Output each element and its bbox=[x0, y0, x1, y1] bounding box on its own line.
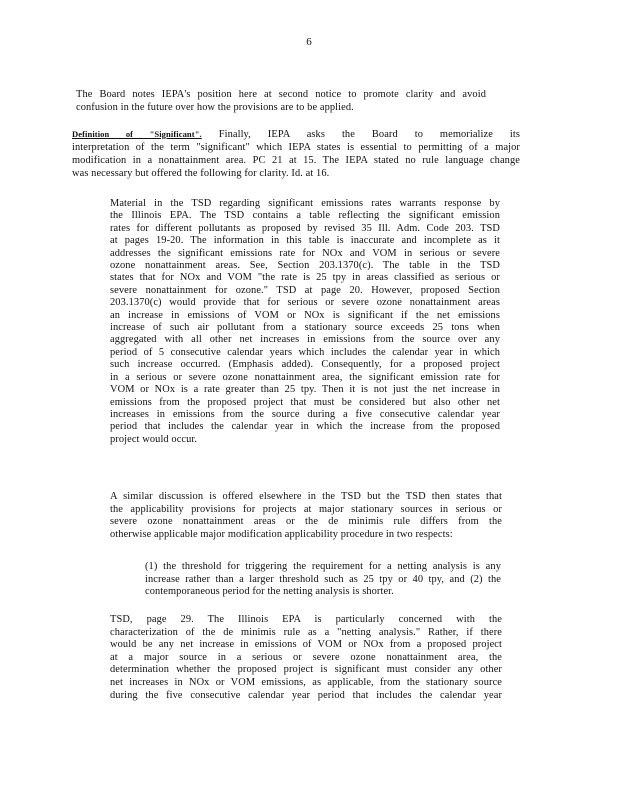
paragraph-definition-significant bbox=[72, 128, 520, 180]
text-line: states that for NOx and VOM "the rate is 25 tpy in areas classified as serious or bbox=[110, 272, 500, 284]
text-line: Material in the TSD regarding significant emissions rates warrants response by bbox=[110, 198, 500, 209]
text-line: aggregated with all other net increases in emissions from the source over any bbox=[110, 334, 500, 346]
text-line: was necessary but offered the following for clarity. Id. at 16. bbox=[72, 168, 330, 179]
text-line: such increase occurred. (Emphasis added). Consequently, for a proposed project bbox=[110, 359, 500, 371]
block-quote-threshold bbox=[145, 561, 501, 599]
text-line: project would occur. bbox=[110, 433, 198, 445]
text-line: addresses the significant emissions rate for NOx and VOM in serious or severe bbox=[110, 247, 500, 259]
paragraph-tsd-page-29 bbox=[110, 614, 502, 702]
text-line: net increases in NOx or VOM emissions, as applicable, from the stationary source bbox=[110, 676, 502, 688]
text-line: during the five consecutive calendar year period that includes the calendar year bbox=[110, 689, 502, 701]
text-line: emissions from the proposed project that must be considered but also other net bbox=[110, 396, 500, 408]
text-line: determination whether the proposed project is significant must consider any other bbox=[110, 664, 502, 676]
text-line: A similar discussion is offered elsewhere in the TSD but the TSD then states that bbox=[110, 491, 502, 502]
text-line: interpretation of the term "significant" which IEPA states is essential to permitting of a major bbox=[72, 142, 520, 153]
text-line: otherwise applicable major modification applicability procedure in two respects: bbox=[110, 528, 453, 540]
text-line-rest: Finally, IEPA asks the Board to memorialize its bbox=[218, 129, 521, 140]
text-line: period of 5 consecutive calendar years which includes the calendar year in which bbox=[110, 346, 500, 358]
text-line: an increase in emissions of VOM or NOx is significant if the net emissions bbox=[110, 309, 500, 321]
section-heading: Definition of "Significant". bbox=[72, 129, 202, 139]
text-line: ozone nonattainment areas. See, Section 203.1370(c). The table in the TSD bbox=[110, 260, 500, 272]
paragraph-board-notes bbox=[76, 88, 486, 114]
text-line: the Illinois EPA. The TSD contains a table reflecting the significant emission bbox=[110, 210, 500, 222]
text-line: contemporaneous period for the netting analysis is shorter. bbox=[145, 586, 394, 598]
text-line: severe nonattainment for ozone." TSD at page 20. However, proposed Section bbox=[110, 284, 500, 296]
text-line: increase of such air pollutant from a stationary source exceeds 25 tons when bbox=[110, 322, 500, 334]
text-line: increases in emissions from the source during a five consecutive calendar year bbox=[110, 408, 500, 420]
text-line: increase rather than a larger threshold such as 25 tpy or 40 tpy, and (2) the bbox=[145, 573, 501, 585]
text-line: severe ozone nonattainment areas or the de minimis rule differs from the bbox=[110, 516, 502, 528]
text-line bbox=[72, 128, 520, 141]
text-line: period that includes the calendar year in which the increase from the proposed bbox=[110, 421, 500, 433]
text-line: rates for different pollutants as proposed by revised 35 Ill. Adm. Code 203. TSD bbox=[110, 222, 500, 234]
text-line: the applicability provisions for projects at major stationary sources in serious or bbox=[110, 503, 502, 515]
text-line: at pages 19-20. The information in this table is inaccurate and incomplete as it bbox=[110, 235, 500, 247]
page-number: 6 bbox=[306, 36, 312, 48]
text-line: 203.1370(c) would provide that for serious or severe ozone nonattainment areas bbox=[110, 297, 500, 309]
text-line: in a serious or severe ozone nonattainment area, the significant emission rate for bbox=[110, 371, 500, 383]
text-line: would be any net increase in emissions of VOM or NOx from a proposed project bbox=[110, 639, 502, 651]
text-line: The Board notes IEPA's position here at second notice to promote clarity and avoid bbox=[76, 89, 486, 100]
block-quote-tsd-material bbox=[110, 198, 500, 446]
text-line: (1) the threshold for triggering the requirement for a netting analysis is any bbox=[145, 561, 501, 572]
paragraph-similar-discussion bbox=[110, 491, 502, 541]
text-line: modification in a nonattainment area. PC 21 at 15. The IEPA stated no rule language change bbox=[72, 155, 520, 166]
text-line: VOM or NOx is a rate greater than 25 tpy. Then it is not just the net increase in bbox=[110, 384, 500, 396]
text-line: characterization of the de minimis rule as a "netting analysis." Rather, if there bbox=[110, 626, 502, 638]
text-line: confusion in the future over how the provisions are to be applied. bbox=[76, 102, 354, 113]
text-line: at a major source in a serious or severe ozone nonattainment area, the bbox=[110, 651, 502, 663]
text-line: TSD, page 29. The Illinois EPA is particularly concerned with the bbox=[110, 614, 502, 625]
